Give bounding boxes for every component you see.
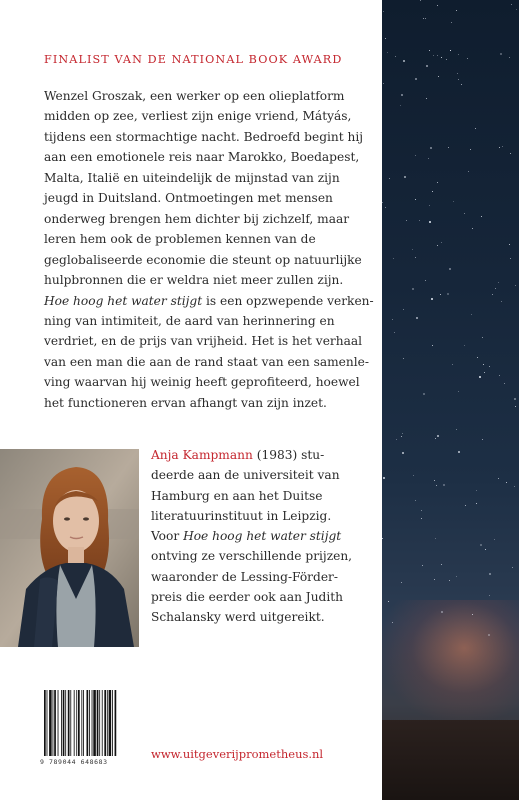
star (429, 50, 430, 51)
star (388, 601, 389, 602)
barcode-bar (70, 690, 71, 756)
blurb-line: midden op zee, verliest zijn enige vriend, Mátyás, (44, 109, 352, 124)
barcode-bar (112, 690, 113, 756)
star (434, 480, 435, 481)
star (415, 257, 416, 258)
barcode-bar (78, 690, 80, 756)
bio-line: literatuurinstituut in Leipzig. (151, 508, 332, 523)
star (480, 544, 482, 546)
barcode-bar (115, 690, 117, 756)
star (420, 0, 421, 1)
blurb-line: onderweg brengen hem dichter bij zichzelf, maar (44, 211, 350, 226)
star (472, 228, 473, 229)
bio-book-title-italic: Hoe hoog het water stijgt (183, 529, 342, 544)
barcode-bar (87, 690, 89, 756)
star (426, 65, 428, 67)
star (484, 372, 485, 373)
star (488, 634, 490, 636)
barcode-bar (53, 690, 54, 756)
star (413, 475, 414, 476)
star (426, 98, 427, 99)
barcode-bar (65, 690, 66, 756)
star (467, 58, 468, 59)
star (412, 288, 414, 290)
barcode-bar (83, 690, 84, 756)
author-photo (0, 449, 139, 647)
star (470, 149, 471, 150)
barcode-bar (49, 690, 52, 756)
star (395, 56, 396, 57)
star (448, 147, 449, 148)
star (476, 490, 477, 491)
bio-line: deerde aan de universiteit van (151, 468, 340, 483)
star (382, 202, 383, 203)
book-blurb (44, 86, 374, 413)
star (461, 84, 462, 85)
star (421, 518, 422, 519)
star (468, 171, 469, 172)
star (392, 622, 393, 623)
star (401, 436, 402, 437)
star (393, 258, 394, 259)
star (476, 503, 477, 504)
star (425, 280, 426, 281)
blurb-line: ning van intimiteit, de aard van herinnering en (44, 313, 335, 328)
star (401, 582, 402, 583)
star (514, 486, 515, 487)
barcode-bar (68, 690, 70, 756)
star (506, 482, 507, 483)
blurb-line: geglobaliseerde economie die steunt op natuurlijke (44, 252, 362, 267)
star (516, 9, 517, 10)
star (452, 364, 453, 365)
blurb-line: tijdens een stormachtige nacht. Bedroefd begint hij (44, 129, 364, 144)
star (403, 358, 404, 359)
barcode-bar (63, 690, 65, 756)
star (422, 565, 423, 566)
star (440, 294, 441, 295)
star (498, 282, 499, 283)
star (450, 50, 451, 51)
star (383, 83, 384, 84)
star (510, 258, 511, 259)
star (482, 439, 483, 440)
star (436, 485, 437, 486)
star (394, 332, 395, 333)
bio-line (151, 526, 377, 546)
star (389, 178, 390, 179)
star (482, 337, 483, 338)
barcode-bar (93, 690, 96, 756)
star (441, 242, 442, 243)
star (441, 57, 442, 58)
star (509, 57, 510, 58)
bio-line: Hamburg en aan het Duitse (151, 488, 323, 503)
star (471, 314, 472, 315)
star (382, 538, 383, 539)
star (412, 249, 413, 250)
publisher-website-link[interactable]: www.uitgeverijprometheus.nl (151, 747, 324, 761)
barcode-bar (109, 690, 112, 756)
star (500, 53, 502, 55)
barcode-bar (104, 690, 106, 756)
star (429, 221, 431, 223)
star (458, 391, 459, 392)
barcode-bar (92, 690, 93, 756)
blurb-line: leren hem ook de problemen kennen van de (44, 232, 316, 247)
barcode-bar (44, 690, 46, 756)
barcode-bar (74, 690, 75, 756)
star (456, 429, 457, 430)
blurb-line: ving waarvan hij weinig heeft geprofiteerd, hoewel (44, 375, 360, 390)
star (435, 538, 436, 539)
star (515, 406, 516, 407)
star (456, 10, 457, 11)
barcode-bar (47, 690, 48, 756)
star (514, 398, 516, 400)
star (458, 54, 459, 55)
barcode-bar (76, 690, 77, 756)
barcode-bar (107, 690, 108, 756)
star (441, 564, 442, 565)
star (489, 366, 490, 367)
star (492, 294, 493, 295)
blurb-line: aan een emotionele reis naar Marokko, Boedapest, (44, 150, 360, 165)
star (475, 128, 476, 129)
barcode-digits: 9 789044 648683 (40, 758, 108, 766)
star (512, 567, 513, 568)
star (453, 201, 454, 202)
star (415, 199, 416, 200)
star (477, 357, 478, 358)
star (499, 147, 500, 148)
star (457, 73, 458, 74)
star (511, 4, 512, 5)
barcode-bar (99, 690, 100, 756)
star (515, 285, 516, 286)
blurb-line: Malta, Italië en uiteindelijk de mijnstad van zijn (44, 170, 340, 185)
barcode-bar (58, 690, 59, 756)
star (387, 52, 388, 53)
bio-line: ontving ze verschillende prijzen, (151, 549, 353, 564)
blurb-line: jeugd in Duitsland. Ontmoetingen met mensen (44, 191, 333, 206)
star (458, 79, 459, 80)
bio-line: preis die eerder ook aan Judith (151, 590, 343, 605)
blurb-line-rest: is een opzwepende verken- (202, 293, 374, 308)
bio-line (151, 445, 377, 465)
star (428, 158, 429, 159)
star (472, 614, 473, 615)
star (429, 205, 430, 206)
star (437, 182, 438, 183)
bio-line-rest: (1983) stu- (252, 448, 325, 462)
star (489, 573, 491, 575)
star (400, 105, 401, 106)
star (437, 245, 438, 246)
star (432, 191, 433, 192)
star (464, 213, 465, 214)
star (425, 18, 426, 19)
bio-line: waaronder de Lessing-Förder- (151, 569, 338, 584)
star (441, 611, 443, 613)
bio-voor: Voor (151, 529, 184, 544)
author-name: Anja Kampmann (151, 448, 253, 462)
barcode-bar (89, 690, 90, 756)
night-sky-image (382, 0, 519, 800)
star (402, 452, 404, 454)
barcode-bar (81, 690, 82, 756)
star (465, 505, 466, 506)
star (447, 293, 449, 295)
barcode-bar (97, 690, 99, 756)
star (443, 484, 445, 486)
star (446, 59, 447, 60)
star (403, 60, 405, 62)
star (423, 18, 424, 19)
star (430, 147, 432, 149)
star (494, 539, 495, 540)
star (406, 220, 407, 221)
star (504, 383, 505, 384)
star (495, 288, 496, 289)
star (489, 595, 490, 596)
star (432, 345, 433, 346)
star (437, 55, 438, 56)
star (423, 393, 425, 395)
star (434, 579, 435, 580)
star (449, 580, 450, 581)
star (456, 576, 457, 577)
author-bio (151, 445, 377, 628)
star (502, 146, 503, 147)
star (383, 11, 384, 12)
barcode-bars (40, 688, 144, 758)
star (383, 477, 385, 479)
star (416, 317, 418, 319)
star (437, 435, 439, 437)
star (433, 55, 434, 56)
star (431, 298, 433, 300)
bio-line: Schalansky werd uitgereikt. (151, 610, 325, 625)
star (499, 375, 500, 376)
star (385, 38, 386, 39)
star (498, 478, 499, 479)
blurb-line: van een man die aan de rand staat van een samenle- (44, 354, 369, 369)
blurb-line: verdriet, en de prijs van vrijheid. Het is het verhaal (44, 334, 363, 349)
barcode-bar (54, 690, 56, 756)
horizon-glow (382, 600, 519, 720)
star (501, 301, 502, 302)
star (509, 244, 510, 245)
star (385, 207, 386, 208)
blurb-line: hulpbronnen die er weldra niet meer zullen zijn. (44, 273, 344, 288)
star (458, 451, 460, 453)
star (435, 438, 436, 439)
blurb-line: het functioneren ervan afhangt van zijn inzet. (44, 395, 327, 410)
star (464, 345, 465, 346)
star (421, 510, 422, 511)
award-heading: FINALIST VAN DE NATIONAL BOOK AWARD (44, 53, 343, 66)
star (483, 364, 484, 365)
isbn-barcode (40, 688, 144, 760)
star (401, 94, 403, 96)
star (392, 319, 393, 320)
star (402, 433, 403, 434)
star (510, 153, 511, 154)
barcode-bar (61, 690, 62, 756)
star (449, 268, 451, 270)
star (479, 376, 481, 378)
star (415, 500, 416, 501)
book-title-italic: Hoe hoog het water stijgt (44, 293, 203, 308)
star (451, 22, 452, 23)
dark-ground (382, 720, 519, 800)
star (415, 78, 417, 80)
barcode-bar (102, 690, 103, 756)
star (415, 155, 416, 156)
star (437, 5, 438, 6)
star (481, 216, 482, 217)
star (438, 76, 439, 77)
star (396, 439, 397, 440)
star (419, 220, 420, 221)
star (485, 549, 486, 550)
blurb-line (44, 291, 374, 311)
star (404, 176, 406, 178)
blurb-line: Wenzel Groszak, een werker op een olieplatform (44, 89, 345, 103)
star (403, 309, 404, 310)
